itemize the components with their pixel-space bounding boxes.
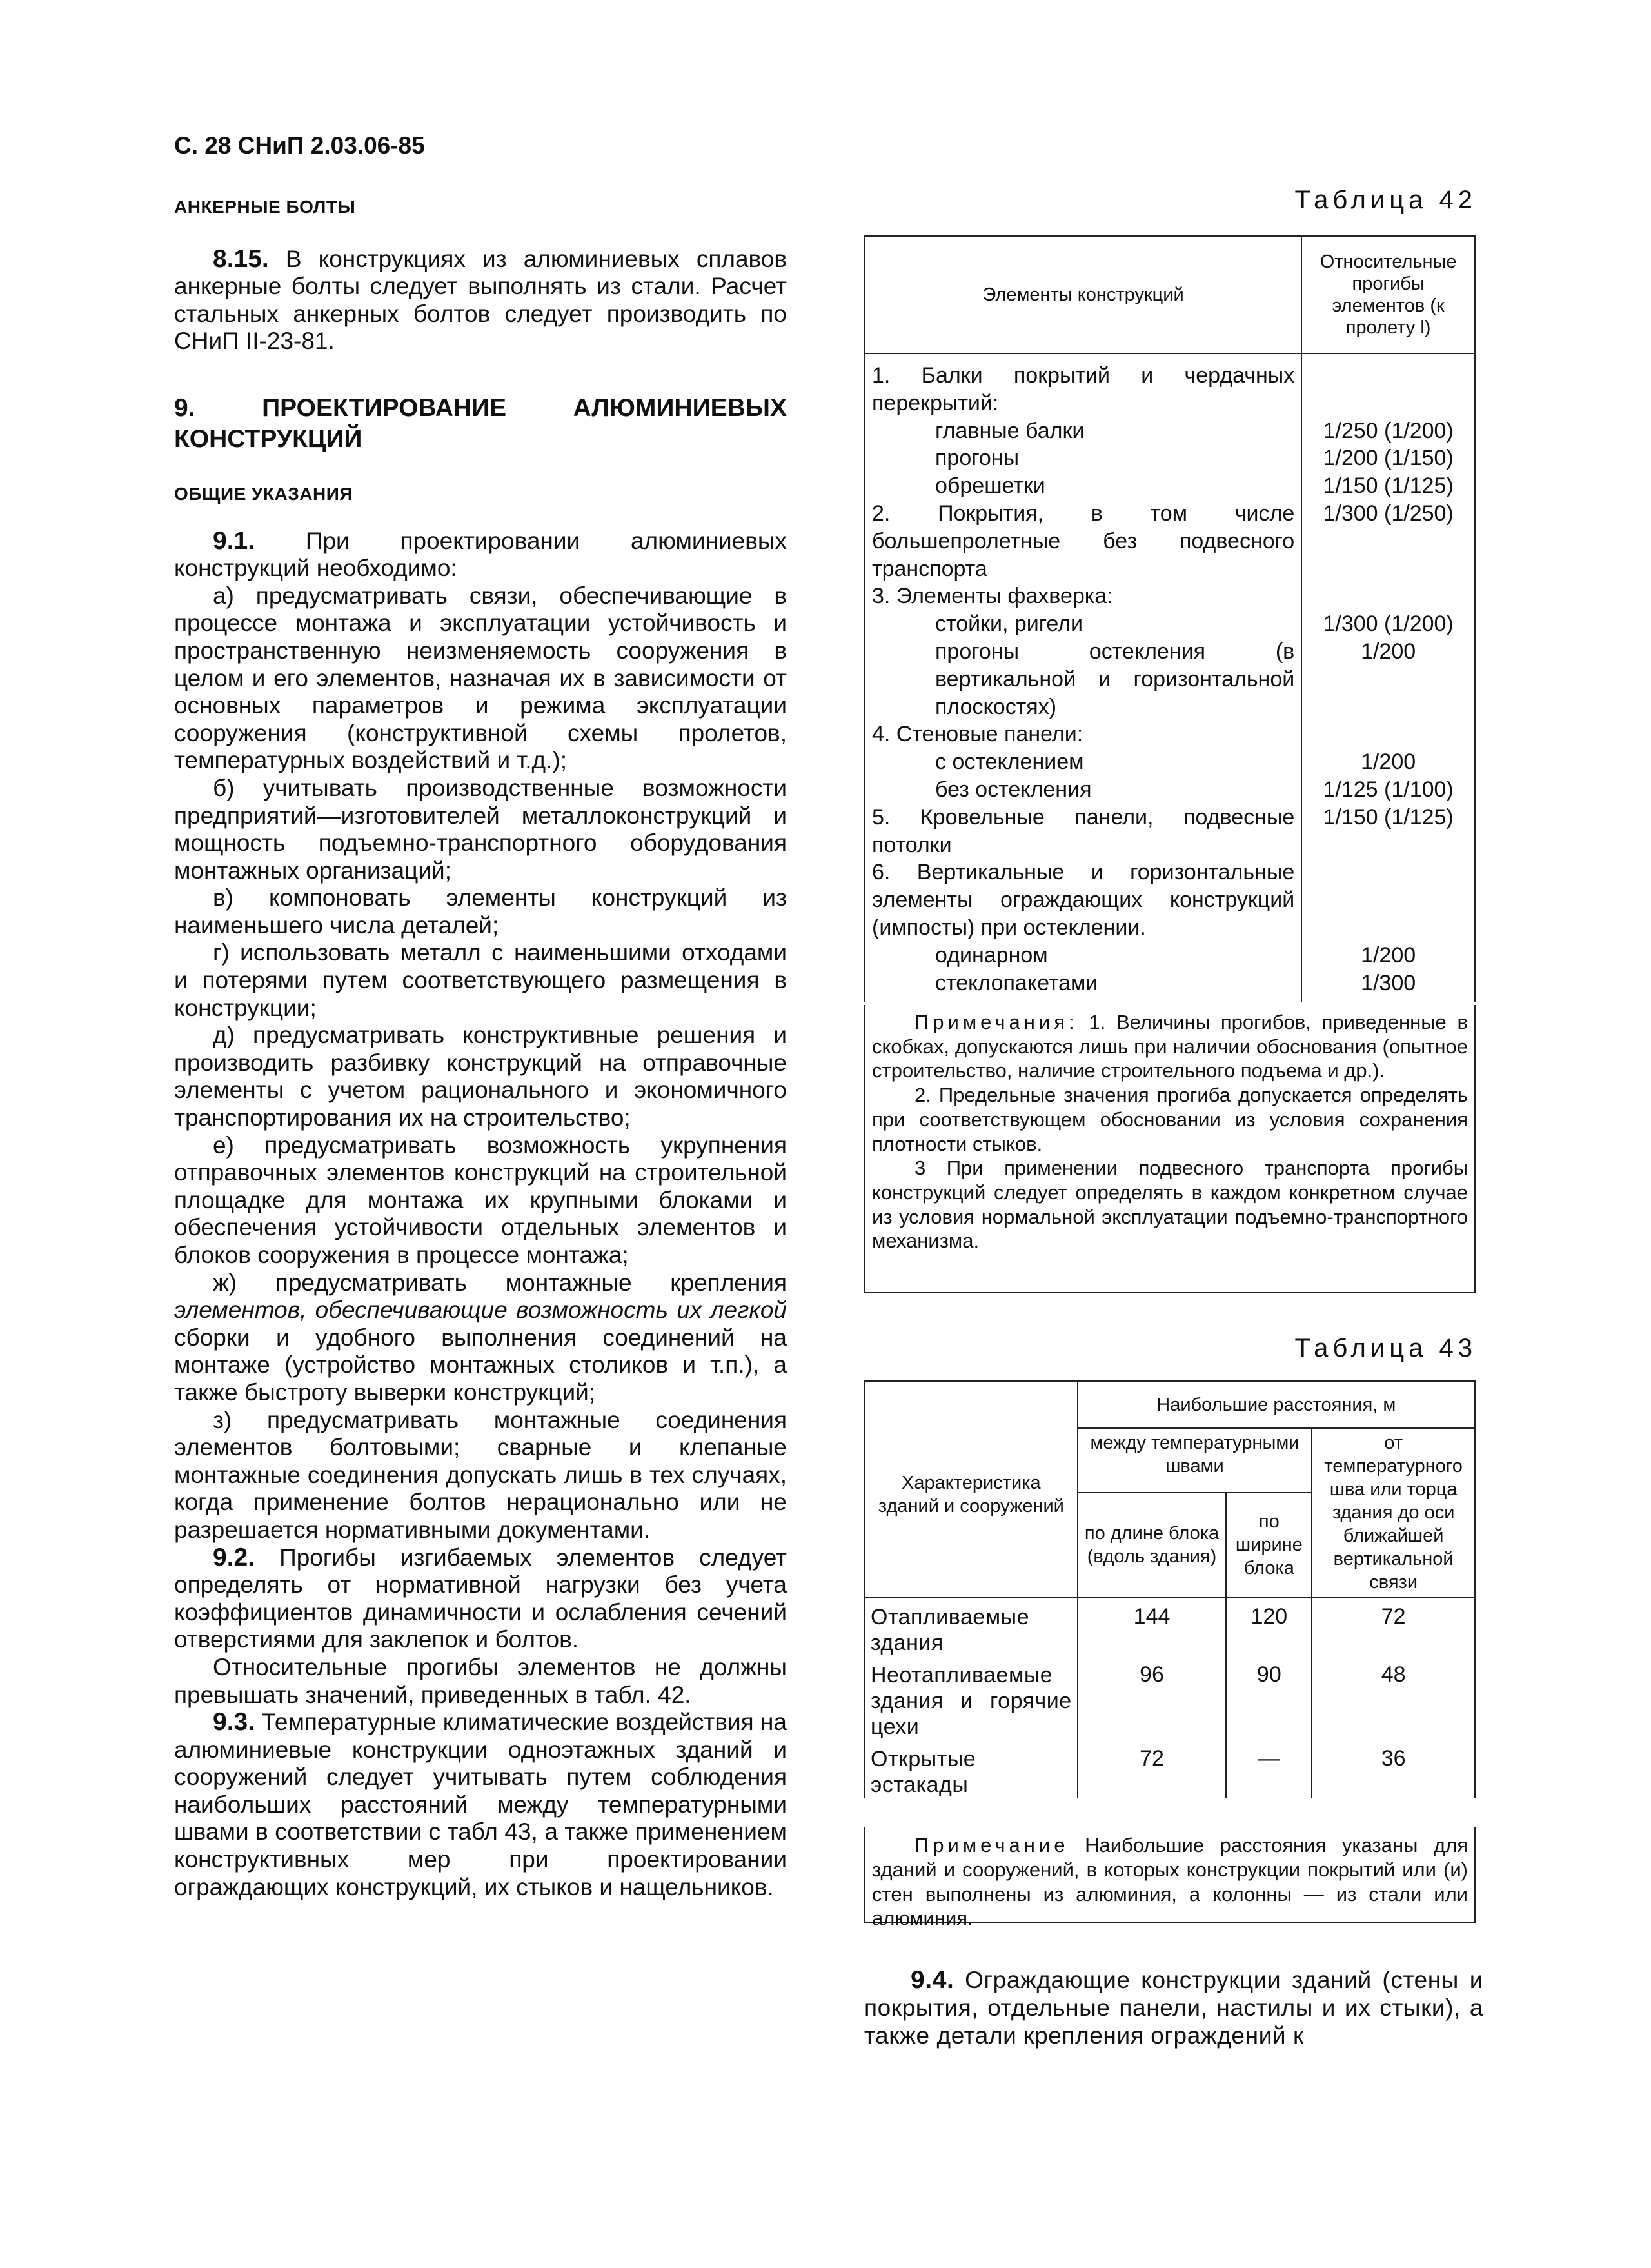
table-43-header-characteristic: Характеристика зданий и сооружений xyxy=(865,1381,1078,1597)
table-row xyxy=(865,970,1475,1002)
table-42-note-1 xyxy=(872,1010,1468,1083)
note-text: 1. Величины прогибов, приведенные в скобках, допускаются лишь при наличии обоснования (опытное строительство, наличие строительного подъема и др.). xyxy=(872,1011,1468,1082)
table-42-value-cell: 1/150 (1/125) xyxy=(1301,472,1475,500)
table-43-row-label: Неотапливаемые здания и горячие цехи xyxy=(865,1656,1078,1740)
table-row xyxy=(865,859,1475,941)
table-43-value-width: — xyxy=(1226,1740,1312,1798)
table-42-element-cell: с остеклением xyxy=(865,748,1301,776)
list-item: в) компоновать элементы конструкций из наименьшего числа деталей; xyxy=(174,884,787,939)
table-42-header-deflections: Относительные прогибы элементов (к пролету l) xyxy=(1301,236,1475,353)
list-item: б) учитывать производственные возможности предприятий—изготовителей металлоконструкций и мощность подъемно-транспортного оборудования монтажных организаций; xyxy=(174,774,787,884)
table-43-header-from-joint: от температурного шва или торца здания до оси ближайшей вертикальной связи xyxy=(1312,1428,1475,1597)
paragraph-9-4-text xyxy=(864,1966,1483,2049)
table-42-value-cell xyxy=(1301,353,1475,417)
subheading-anchor-bolts: АНКЕРНЫЕ БОЛТЫ xyxy=(174,197,356,217)
table-42-value-cell xyxy=(1301,582,1475,610)
note-label: Примечание xyxy=(914,1834,1069,1856)
paragraph-text: Температурные климатические воздействия на алюминиевые конструкции одноэтажных зданий и сооружений следует учитывать путем соблюдения наибольших расстояний между температурными швами в соответствии с табл 43, а также применением конструктивных мер при проектировании ограждающих конструкций, их стыков и нащельников. xyxy=(174,1709,787,1900)
table-row xyxy=(865,1597,1475,1656)
table-row xyxy=(865,500,1475,582)
paragraph-9-1 xyxy=(174,528,787,582)
table-43-value-from-joint: 48 xyxy=(1312,1656,1475,1740)
table-42-value-cell xyxy=(1301,721,1475,748)
paragraph-text: При проектировании алюминиевых конструкций необходимо: xyxy=(174,527,787,582)
left-column xyxy=(174,194,787,1901)
table-42-value-cell xyxy=(1301,859,1475,941)
paragraph-text: Ограждающие конструкции зданий (стены и покрытия, отдельные панели, настилы и их стыки), а также детали крепления ограждений к xyxy=(864,1967,1483,2049)
table-42 xyxy=(864,235,1476,1002)
table-43 xyxy=(864,1380,1476,1798)
clause-number: 9.2. xyxy=(213,1543,255,1571)
table-42-element-cell: стойки, ригели xyxy=(865,610,1301,638)
list-item-text: ж) предусматривать монтажные крепления xyxy=(213,1269,787,1296)
table-42-element-cell: 4. Стеновые панели: xyxy=(865,721,1301,748)
table-row xyxy=(865,582,1475,610)
table-43-row-label: Отапливаемые здания xyxy=(865,1597,1078,1656)
table-42-element-cell: 5. Кровельные панели, подвесные потолки xyxy=(865,804,1301,859)
paragraph-9-2 xyxy=(174,1544,787,1654)
table-row xyxy=(865,776,1475,804)
list-item: а) предусматривать связи, обеспечивающие в процессе монтажа и эксплуатации устойчивость и пространственную неизменяемость сооружения в целом и его элементов, назначая их в зависимости от основных параметров и режима эксплуатации сооружения (конструктивной схемы пролетов, температурных воздействий и т.д.); xyxy=(174,582,787,774)
table-42-value-cell: 1/125 (1/100) xyxy=(1301,776,1475,804)
paragraph-9-3 xyxy=(174,1709,787,1901)
table-row xyxy=(865,1656,1475,1740)
list-item-italic: элементов, обеспечивающие возможность их легкой xyxy=(174,1297,787,1324)
clause-number: 9.3. xyxy=(213,1708,255,1736)
table-42-value-cell: 1/200 xyxy=(1301,748,1475,776)
list-item-text: сборки и удобного выполнения соединений на монтаже (устройство монтажных столиков и т.п.), а также быстроту выверки конструкций; xyxy=(174,1324,787,1406)
paragraph-text: В конструкциях из алюминиевых сплавов анкерные болты следует выполнять из стали. Расчет стальных анкерных болтов следует производить по СНиП II-23-81. xyxy=(174,245,787,355)
table-row xyxy=(865,417,1475,445)
paragraph-9-4 xyxy=(864,1966,1483,2049)
table-42-element-cell: одинарном xyxy=(865,942,1301,970)
table-43-note xyxy=(864,1827,1476,1930)
table-42-value-cell: 1/200 xyxy=(1301,942,1475,970)
table-42-element-cell: 2. Покрытия, в том числе большепролетные без подвесного транспорта xyxy=(865,500,1301,582)
table-42-note-2: 2. Предельные значения прогиба допускается определять при соответствующем обосновании из условия сохранения плотности стыков. xyxy=(872,1084,1468,1155)
table-43-note-text xyxy=(872,1833,1468,1931)
table-42-element-cell: прогоны остекления (в вертикальной и горизонтальной плоскостях) xyxy=(865,638,1301,721)
note-text: Наибольшие расстояния указаны для зданий и сооружений, в которых конструкции покрытий или (и) стен выполнены из алюминия, а колонны — из стали или алюминия. xyxy=(872,1834,1468,1930)
table-42-value-cell: 1/200 (1/150) xyxy=(1301,444,1475,472)
table-43-value-from-joint: 72 xyxy=(1312,1597,1475,1656)
list-item xyxy=(174,1269,787,1407)
table-42-value-cell: 1/150 (1/125) xyxy=(1301,804,1475,859)
table-42-element-cell: 3. Элементы фахверка: xyxy=(865,582,1301,610)
paragraph-text: Прогибы изгибаемых элементов следует определять от нормативной нагрузки без учета коэффициентов динамичности и ослабления сечений отверстиями для заклепок и болтов. xyxy=(174,1544,787,1653)
table-row xyxy=(865,721,1475,748)
table-42-element-cell: обрешетки xyxy=(865,472,1301,500)
table-43-row-label: Открытые эстакады xyxy=(865,1740,1078,1798)
table-42-value-cell: 1/250 (1/200) xyxy=(1301,417,1475,445)
table-42-value-cell: 1/300 (1/200) xyxy=(1301,610,1475,638)
table-43-header-between-joints: между температурными швами xyxy=(1078,1428,1312,1493)
table-42-element-cell: без остекления xyxy=(865,776,1301,804)
page-header: С. 28 СНиП 2.03.06-85 xyxy=(174,132,425,159)
table-42-value-cell: 1/200 xyxy=(1301,638,1475,721)
table-row xyxy=(865,353,1475,417)
list-item: з) предусматривать монтажные соединения элементов болтовыми; сварные и клепаные монтажные соединения допускать лишь в тех случаях, когда применение болтов нерационально или не разрешается нормативными документами. xyxy=(174,1406,787,1543)
table-row xyxy=(865,804,1475,859)
table-42-element-cell: стеклопакетами xyxy=(865,970,1301,1002)
paragraph-9-2-b: Относительные прогибы элементов не должны превышать значений, приведенных в табл. 42. xyxy=(174,1653,787,1708)
list-item: д) предусматривать конструктивные решения и производить разбивку конструкций на отправочные элементы с учетом рационального и экономичного транспортирования их на строительство; xyxy=(174,1022,787,1131)
table-row xyxy=(865,942,1475,970)
table-43-header-length: по длине блока (вдоль здания) xyxy=(1078,1493,1227,1597)
table-43-value-length: 144 xyxy=(1078,1597,1227,1656)
clause-number: 9.4. xyxy=(911,1966,954,1994)
table-42-note-3: 3 При применении подвесного транспорта прогибы конструкций следует определять в каждом конкретном случае из условия нормальной эксплуатации подъемно-транспортного механизма. xyxy=(872,1157,1468,1253)
section-title: 9. ПРОЕКТИРОВАНИЕ АЛЮМИНИЕВЫХ КОНСТРУКЦИЙ xyxy=(174,393,787,453)
table-43-value-length: 72 xyxy=(1078,1740,1227,1798)
table-43-caption: Таблица 43 xyxy=(1294,1334,1477,1362)
table-row xyxy=(865,610,1475,638)
table-43-value-width: 90 xyxy=(1226,1656,1312,1740)
table-42-header-elements: Элементы конструкций xyxy=(865,236,1301,353)
table-43-value-from-joint: 36 xyxy=(1312,1740,1475,1798)
subheading-general: ОБЩИЕ УКАЗАНИЯ xyxy=(174,483,353,504)
table-42-notes xyxy=(864,1005,1476,1293)
table-43-header-max-distances: Наибольшие расстояния, м xyxy=(1078,1381,1475,1428)
table-42-value-cell: 1/300 xyxy=(1301,970,1475,1002)
table-row xyxy=(865,472,1475,500)
table-row xyxy=(865,444,1475,472)
table-42-element-cell: прогоны xyxy=(865,444,1301,472)
table-42-value-cell: 1/300 (1/250) xyxy=(1301,500,1475,582)
table-42-element-cell: 1. Балки покрытий и чердачных перекрытий: xyxy=(865,353,1301,417)
clause-number: 8.15. xyxy=(213,244,269,273)
list-item: е) предусматривать возможность укрупнения отправочных элементов конструкций на строительной площадке для монтажа их крупными блоками и обеспечения устойчивости отдельных элементов и блоков сооружения в процессе монтажа; xyxy=(174,1131,787,1268)
table-43-header-width: по ширине блока xyxy=(1226,1493,1312,1597)
table-43-value-length: 96 xyxy=(1078,1656,1227,1740)
paragraph-8-15 xyxy=(174,246,787,355)
clause-number: 9.1. xyxy=(213,526,255,555)
table-row xyxy=(865,638,1475,721)
table-43-value-width: 120 xyxy=(1226,1597,1312,1656)
table-row xyxy=(865,748,1475,776)
table-42-caption: Таблица 42 xyxy=(1294,186,1477,214)
table-42-element-cell: 6. Вертикальные и горизонтальные элементы ограждающих конструкций (импосты) при остеклении. xyxy=(865,859,1301,941)
list-item: г) использовать металл с наименьшими отходами и потерями путем соответствующего размещения в конструкции; xyxy=(174,939,787,1021)
table-42-element-cell: главные балки xyxy=(865,417,1301,445)
table-row xyxy=(865,1740,1475,1798)
notes-label: Примечания: xyxy=(914,1011,1078,1033)
